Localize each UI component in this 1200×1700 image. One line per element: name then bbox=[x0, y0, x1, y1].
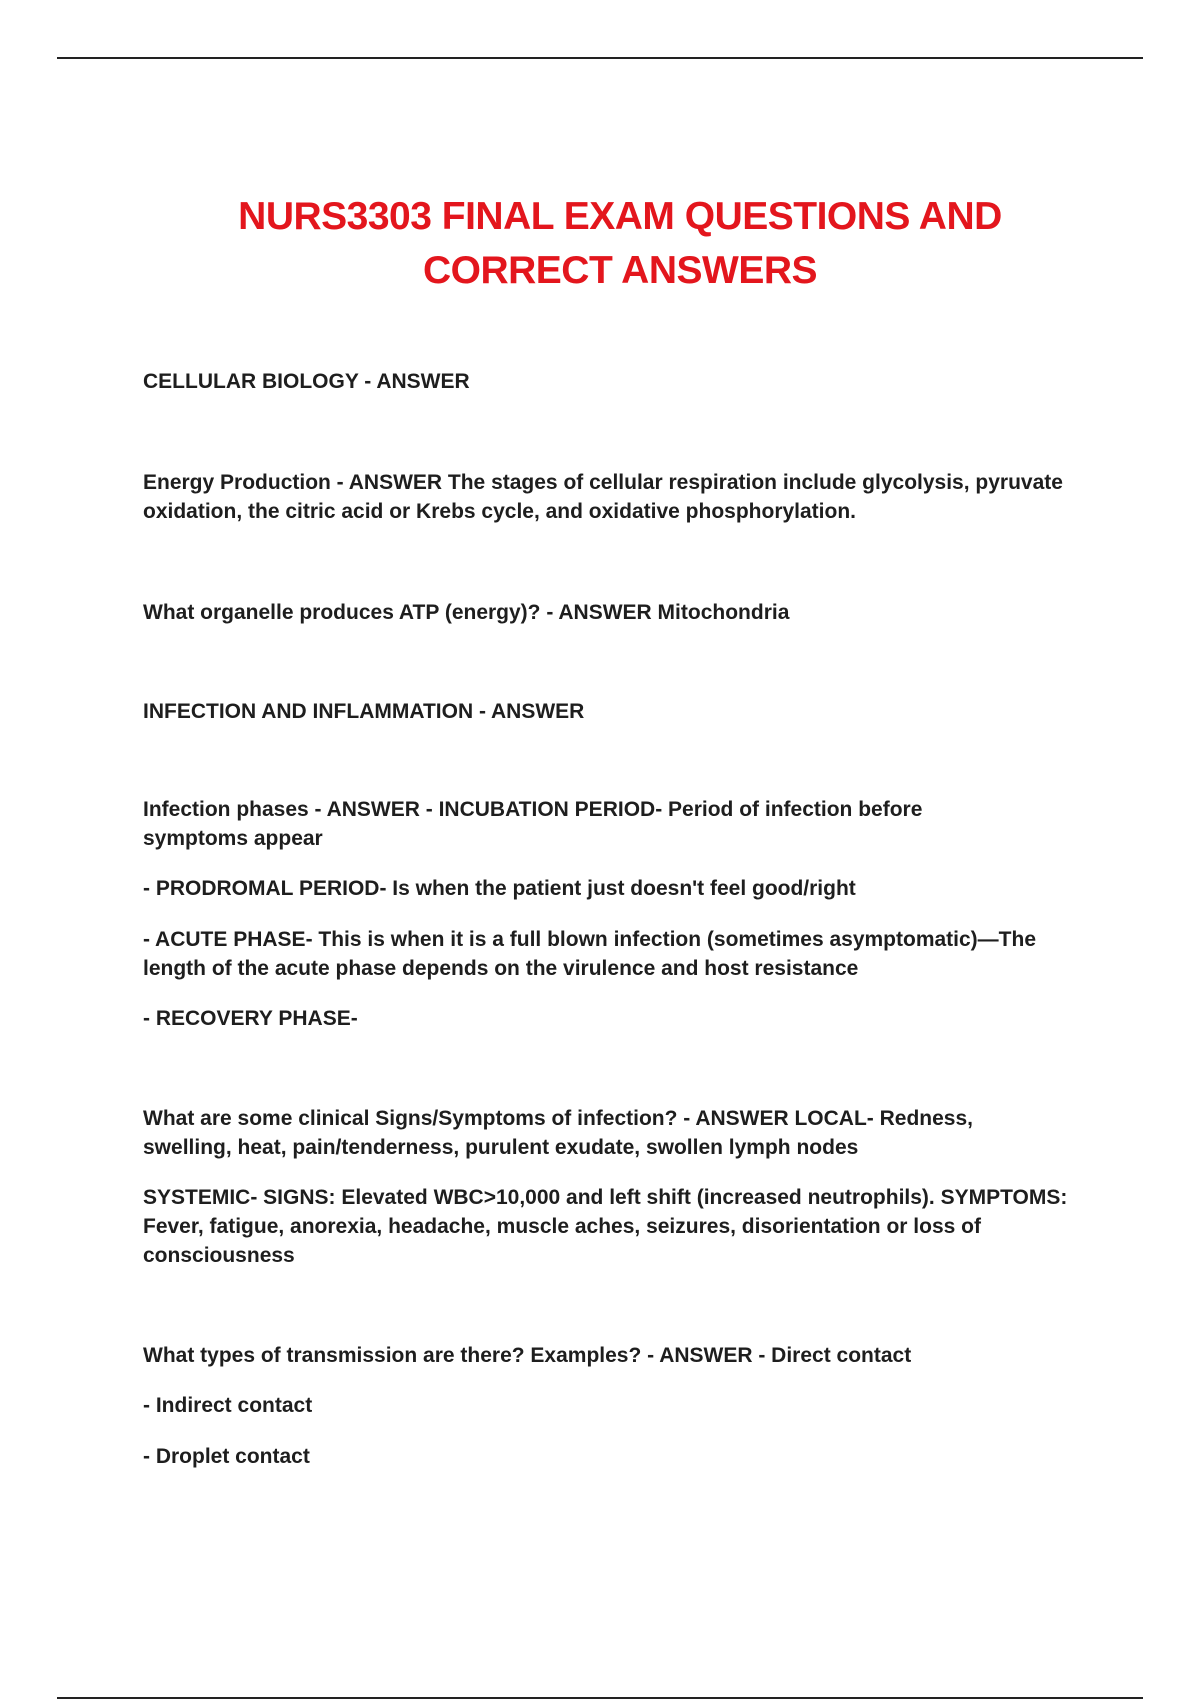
paragraph-prodromal-period: - PRODROMAL PERIOD- Is when the patient just doesn't feel good/right bbox=[143, 877, 856, 900]
paragraph-systemic-signs: SYSTEMIC- SIGNS: Elevated WBC>10,000 and left shift (increased neutrophils). SYMPTOMS: Fever, fatigue, anorexia, headache, muscle aches, seizures, disorientation or loss of consciousness bbox=[143, 1186, 1068, 1267]
paragraph-indirect-contact: - Indirect contact bbox=[143, 1394, 313, 1417]
paragraph-atp-organelle: What organelle produces ATP (energy)? - ANSWER Mitochondria bbox=[143, 601, 790, 624]
paragraph-cellular-biology: CELLULAR BIOLOGY - ANSWER bbox=[143, 370, 470, 393]
bottom-rule bbox=[57, 1697, 1143, 1699]
top-rule bbox=[57, 57, 1143, 59]
paragraph-acute-phase: - ACUTE PHASE- This is when it is a full blown infection (sometimes asymptomatic)—The length of the acute phase depends on the virulence and host resistance bbox=[143, 928, 1037, 980]
document-title: NURS3303 FINAL EXAM QUESTIONS AND CORRECT ANSWERS bbox=[238, 195, 1002, 292]
paragraph-infection-phases: Infection phases - ANSWER - INCUBATION PERIOD- Period of infection before symptoms appear bbox=[143, 798, 923, 850]
paragraph-droplet-contact: - Droplet contact bbox=[143, 1445, 310, 1468]
paragraph-recovery-phase: - RECOVERY PHASE- bbox=[143, 1007, 358, 1030]
paragraph-clinical-signs: What are some clinical Signs/Symptoms of infection? - ANSWER LOCAL- Redness, swelling, heat, pain/tenderness, purulent exudate, swollen lymph nodes bbox=[143, 1107, 974, 1159]
paragraph-transmission-types: What types of transmission are there? Examples? - ANSWER - Direct contact bbox=[143, 1344, 912, 1367]
paragraph-energy-production: Energy Production - ANSWER The stages of cellular respiration include glycolysis, pyruvate oxidation, the citric acid or Krebs cycle, and oxidative phosphorylation. bbox=[143, 471, 1063, 523]
paragraph-infection-inflammation: INFECTION AND INFLAMMATION - ANSWER bbox=[143, 700, 585, 723]
